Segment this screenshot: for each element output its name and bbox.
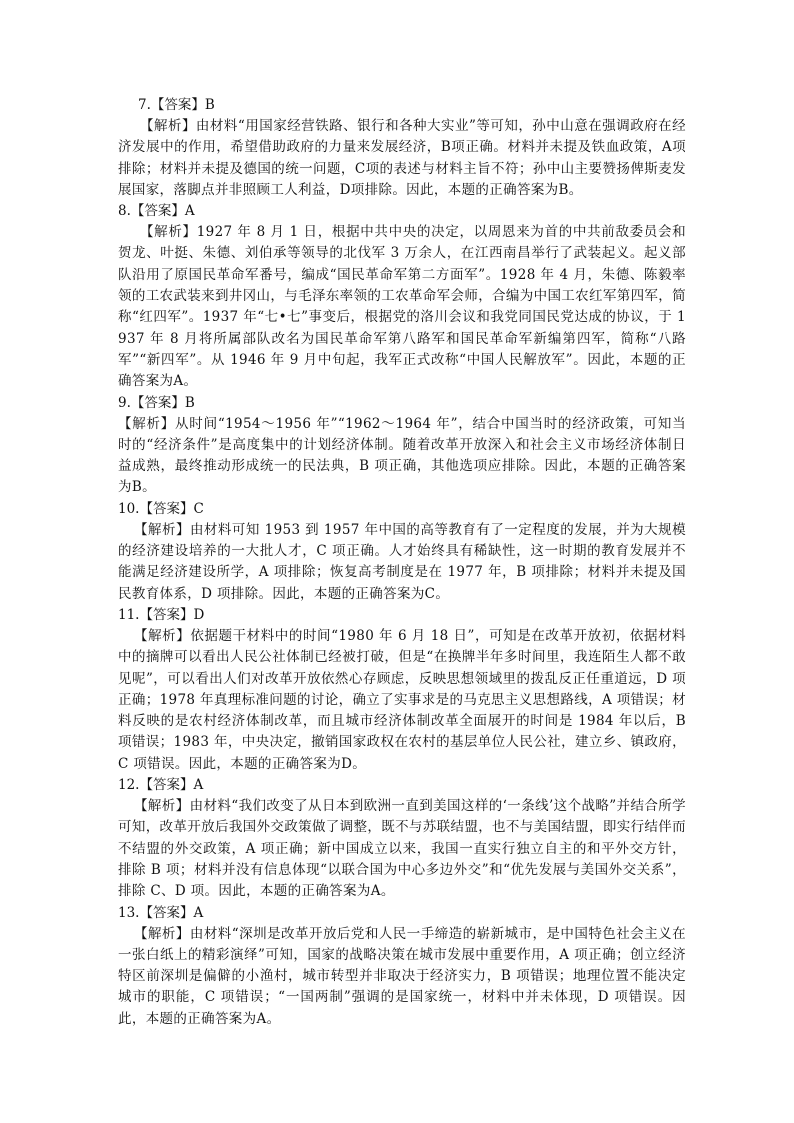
answer-item-11 xyxy=(118,605,686,775)
analysis-paragraph: 【解析】从时间“1954～1956 年”“1962～1964 年”，结合中国当时的经济政策，可知当时的“经济条件”是高度集中的计划经济体制。随着改革开放深入和社会主义市场经济体制日益成熟，最终推动形成统一的民法典，B 项正确，其他选项应排除。因此，本题的正确答案为B。 xyxy=(118,415,686,496)
answer-item-12 xyxy=(118,775,686,902)
answer-item-13 xyxy=(118,903,686,1030)
answer-line: 13.【答案】A xyxy=(118,904,204,921)
answer-item-8 xyxy=(118,201,686,392)
analysis-paragraph: 【解析】依据题干材料中的时间“1980 年 6 月 18 日”，可知是在改革开放初，依据材料中的摘牌可以看出人民公社体制已经被打破，但是“在换牌半年多时间里，我连陌生人都不敢见呢”，可以看出人们对改革开放依然心存顾虑，反映思想领域里的拨乱反正任重道远，D 项正确；1978 年真理标准问题的讨论，确立了实事求是的马克思主义思想路线，A 项错误；材料反映的是农村经济体制改革，而且城市经济体制改革全面展开的时间是 1984 年以后，B 项错误；1983 年，中央决定，撤销国家政权在农村的基层单位人民公社，建立乡、镇政府，C 项错误。因此，本题的正确答案为D。 xyxy=(118,627,686,772)
analysis-paragraph: 【解析】由材料“深圳是改革开放后党和人民一手缔造的崭新城市，是中国特色社会主义在一张白纸上的精彩演绎”可知，国家的战略决策在城市发展中重要作用，A 项正确；创立经济特区前深圳是偏僻的小渔村，城市转型并非取决于经济实力，B 项错误；地理位置不能决定城市的职能，C 项错误；“一国两制”强调的是国家统一，材料中并未体现，D 项错误。因此，本题的正确答案为A。 xyxy=(118,925,686,1027)
answer-line: 8.【答案】A xyxy=(118,203,195,220)
analysis-paragraph: 【解析】由材料“用国家经营铁路、银行和各种大实业”等可知，孙中山意在强调政府在经济发展中的作用，希望借助政府的力量来发展经济，B项正确。材料并未提及铁血政策，A项排除；材料并未提及德国的统一问题，C项的表述与材料主旨不符；孙中山主要赞扬俾斯麦发展国家，落脚点并非照顾工人利益，D项排除。因此，本题的正确答案为B。 xyxy=(118,118,686,198)
answer-item-7 xyxy=(118,95,686,201)
answer-line: 7.【答案】B xyxy=(138,97,215,113)
analysis-paragraph: 【解析】由材料可知 1953 到 1957 年中国的高等教育有了一定程度的发展，并为大规模的经济建设培养的一大批人才，C 项正确。人才始终具有稀缺性，这一时期的教育发展并不能满足经济建设所学，A 项排除；恢复高考制度是在 1977 年，B 项排除；材料并未提及国民教育体系，D 项排除。因此，本题的正确答案为C。 xyxy=(118,521,686,602)
answer-item-9 xyxy=(118,393,686,499)
analysis-paragraph: 【解析】由材料“我们改变了从日本到欧洲一直到美国这样的‘一条线’这个战略”并结合所学可知，改革开放后我国外交政策做了调整，既不与苏联结盟，也不与美国结盟，即实行结伴而不结盟的外交政策，A 项正确；新中国成立以来，我国一直实行独立自主的和平外交方针，排除 B 项；材料并没有信息体现“以联合国为中心多边外交”和“优先发展与美国外交关系”，排除 C、D 项。因此，本题的正确答案为A。 xyxy=(118,798,686,900)
answer-line: 12.【答案】A xyxy=(118,777,204,794)
answer-line: 10.【答案】C xyxy=(118,500,204,517)
answer-item-10 xyxy=(118,499,686,605)
answer-line: 11.【答案】D xyxy=(118,606,205,623)
answer-line: 9.【答案】B xyxy=(118,394,195,411)
analysis-paragraph: 【解析】1927 年 8 月 1 日，根据中共中央的决定，以周恩来为首的中共前敌委员会和贺龙、叶挺、朱德、刘伯承等领导的北伐军 3 万余人，在江西南昌举行了武装起义。起义部队沿用了原国民革命军番号，编成“国民革命军第二方面军”。1928 年 4 月，朱德、陈毅率领的工农武装来到井冈山，与毛泽东率领的工农革命军会师，合编为中国工农红军第四军，简称“红四军”。1937 年“七•七”事变后，根据党的洛川会议和我党同国民党达成的协议，于 1937 年 8 月将所属部队改名为国民革命军第八路军和国民革命军新编第四军，简称“八路军”“新四军”。从 1946 年 9 月中旬起，我军正式改称“中国人民解放军”。因此，本题的正确答案为A。 xyxy=(118,224,686,390)
answer-page xyxy=(118,95,686,1030)
